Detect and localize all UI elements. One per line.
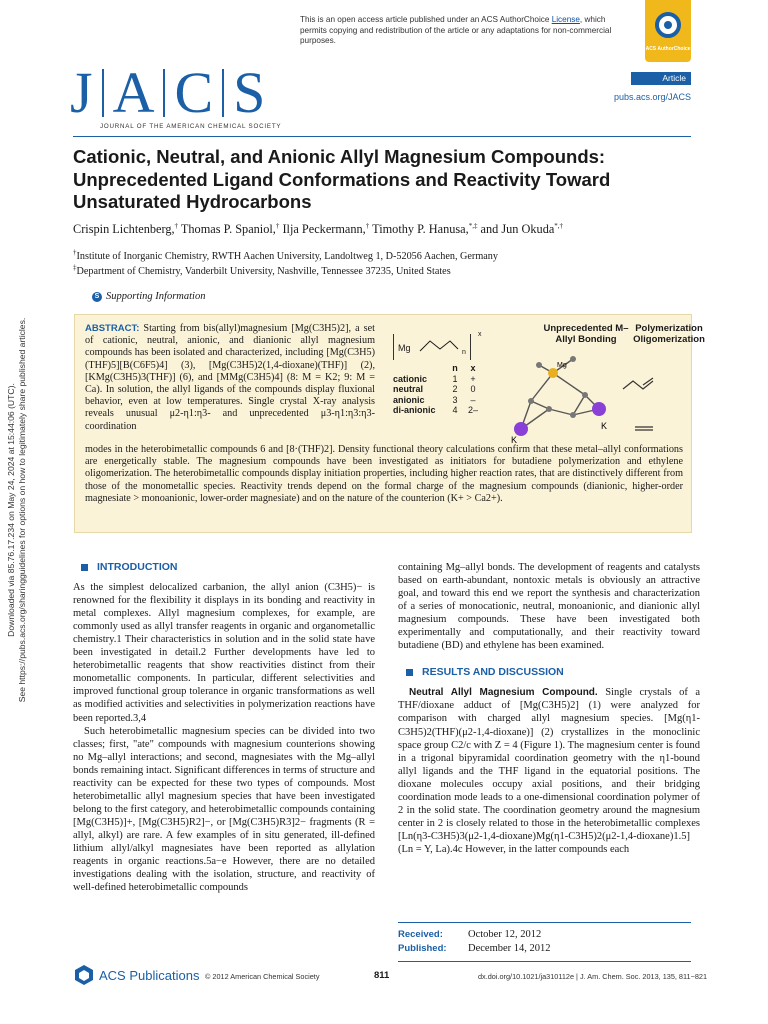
acs-publications-logo[interactable]: ACS Publications xyxy=(73,964,199,986)
toc-row: di-anionic 4 2– xyxy=(393,405,478,415)
toc-heading-bonding: Unprecedented M–Allyl Bonding xyxy=(543,323,629,345)
acs-hexagon-icon xyxy=(73,964,95,986)
left-column xyxy=(73,558,375,894)
copyright: © 2012 American Chemical Society xyxy=(205,972,320,981)
potassium-atom-icon xyxy=(514,422,528,436)
toc-charge-table: n x cationic 1 + neutral 2 0 anionic 3 – di-anionic 4 2– xyxy=(393,363,483,416)
toc-row: anionic 3 – xyxy=(393,394,476,405)
svg-text:K: K xyxy=(601,421,608,431)
results-paragraph-1: Neutral Allyl Magnesium Compound. Single crystals of a THF/dioxane adduct of [Mg(C3H5)2] (1) were analyzed for comparison with charged allyl magnesium species. [Mg(η1-C3H5)2(THF)(μ2-1,4-dioxane)] (2) crystallizes in the monoclinic space group C2/c with Z = 4 (Figure 1). The magnesium center is found in a trigonal bipyramidal coordination geometry with the η1-bound allyl ligands and the THF ligand in the equatorial positions. The dioxane molecules occupy axial positions, and their bridging coordination mode leads to a one-dimensional coordination polymer of 2 in the solid state. The coordination geometry around the magnesium center in 2 is closely related to those in the heterobimetallic complexes [Ln(η3-C3H5)3(μ2-1,4-dioxane)Mg(η1-C3H5)2(μ2-1,4-dioxane)1.5] (Ln = Y, La).4c However, in the latter compounds each xyxy=(398,687,700,855)
toc-formula: Mg n x xyxy=(393,334,471,360)
abstract-text-left: ABSTRACT: Starting from bis(allyl)magnesium [Mg(C3H5)2], a set of cationic, neutral, anionic, and dianionic allyl magnesium compounds has been isolated and characterized, including [Mg(C3H5)(THF)5][B(C6F5)4] (3), [Mg(C3H5)2(1,4-dioxane)(THF)] (2), [KMg(C3H5)3(THF)] (6), and [MMg(C3H5)4] (8: M = K2; 9: M = Ca). In solution, the allyl ligands of the compounds display fluxional behavior, even at low temperatures. Single crystal X-ray analysis reveals unusual μ2-η1:η3- and unprecedented μ3-η1:η3:η3-coordination xyxy=(85,323,375,432)
toc-row: neutral 2 0 xyxy=(393,384,476,394)
article-dates: Received: October 12, 2012 Published: December 14, 2012 xyxy=(398,922,691,962)
supporting-info-icon: S xyxy=(92,292,102,302)
results-heading: RESULTS AND DISCUSSION xyxy=(398,666,700,679)
side-note-line1: Downloaded via 85.76.17.234 on May 24, 2024 at 15:44:06 (UTC). xyxy=(6,383,16,637)
article-type-tag: Article xyxy=(631,72,691,85)
journal-url-link[interactable]: pubs.acs.org/JACS xyxy=(613,92,691,102)
author-list: Crispin Lichtenberg,† Thomas P. Spaniol,† Ilja Peckermann,† Timothy P. Hanusa,*,‡ and Jun Okuda*,† xyxy=(73,221,564,236)
toc-heading-polymerization: Polymerization Oligomerization xyxy=(633,323,705,345)
authorchoice-icon xyxy=(655,12,681,38)
acs-authorchoice-badge[interactable]: ACS AuthorChoice xyxy=(645,0,691,62)
side-note-line2: See https://pubs.acs.org/sharingguidelines for options on how to legitimately share published articles. xyxy=(17,317,27,703)
article-title: Cationic, Neutral, and Anionic Allyl Magnesium Compounds: Unprecedented Ligand Conformations and Reactivity Toward Unsaturated Hydrocarbons xyxy=(73,146,611,212)
supporting-information-link[interactable]: S Supporting Information xyxy=(92,291,205,302)
open-access-notice: This is an open access article published under an ACS AuthorChoice License, which permits copying and redistribution of the article or any adaptations for non-commercial purposes. xyxy=(300,15,612,45)
page-footer xyxy=(73,962,708,986)
ethylene-icon xyxy=(635,427,653,430)
abstract-text-full: modes in the heterobimetallic compounds 6 and [8·(THF)2]. Density functional theory calculations confirm that these metal–allyl conformations are energetically stable. The magnesium compounds have been investigated as initiators for butadiene polymerization and ethylene oligomerization. The heterobimetallic compounds display initiation properties, including higher reaction rates, that are distinctively different from those of the monometallic species. Reactivity trends depend on the formal charge of the magnesium compounds (dianionic, higher-order magnesiate > monoanionic, lower-order magnesiate) and on the nature of the counterion (K+ > Ca2+). xyxy=(85,444,683,504)
toc-graphic xyxy=(387,321,705,443)
right-column xyxy=(398,561,700,856)
butadiene-icon xyxy=(623,378,653,389)
jacs-logo: J A C S xyxy=(70,60,266,125)
potassium-atom-icon xyxy=(592,402,606,416)
allyl-ligand-icon xyxy=(418,337,462,355)
page-number: 811 xyxy=(374,970,390,981)
toc-row: cationic 1 + xyxy=(393,373,476,384)
header-rule xyxy=(73,136,691,137)
published-date: December 14, 2012 xyxy=(468,943,551,954)
svg-text:Mg: Mg xyxy=(557,362,567,369)
download-side-note xyxy=(6,300,36,720)
toc-structure-drawing xyxy=(497,351,687,443)
intro-paragraph-2: Such heterobimetallic magnesium species can be divided into two classes; first, "ate" compounds with magnesium counterions showing no Mg–allyl interactions; and second, magnesiates with the Mg–allyl bonds remaining intact. Significant differences in terms of structure and reactivity can be expected for these two types of compounds. Most heterobimetallic allyl magnesium species that have been investigated belong to the first category, and heterobimetallic compounds containing [Mg(C3H5)]+, [Mg(C3H5)R2]−, or [Mg(C3H5)R3]2− fragments (R = allyl, alkyl) are rare. A few examples of in situ generated, ill-defined lithium allyl/alkyl magnesiates have been reported as allylation reagents in organic reactions.5a−e However, there are no detailed investigations dealing with the isolation, structure, and reactivity of well-defined heterobimetallic compounds xyxy=(73,725,375,894)
introduction-heading: INTRODUCTION xyxy=(73,561,375,574)
affiliation-1: †Institute of Inorganic Chemistry, RWTH Aachen University, Landoltweg 1, D-52056 Aachen, Germany xyxy=(73,248,498,262)
mg-atom-icon xyxy=(548,368,558,378)
abstract-box xyxy=(74,314,705,533)
svg-text:K: K xyxy=(511,435,518,443)
intro-paragraph-3: containing Mg–allyl bonds. The development of reagents and catalysts based on earth-abundant, nontoxic metals is obviously an attractive goal, and toward this end we report the synthesis and characterization of a series of monocationic, neutral, monoanionic, and dianionic allyl magnesium compounds. These have been investigated both experimentally and computationally, and their reactivity toward butadiene (BD) and ethylene has been examined. xyxy=(398,562,700,652)
affiliation-2: ‡Department of Chemistry, Vanderbilt University, Nashville, Tennessee 37235, United States xyxy=(73,263,451,277)
intro-paragraph-1: As the simplest delocalized carbanion, the allyl anion (C3H5)− is renowned for the flexibility it displays in its bonding and reactivity in metal complexes. Allyl magnesium complexes, for example, are commonly used as allyl transfer reagents in organic and organometallic chemistry.1 Their characteristics in solution and in the solid state have been investigated in detail.2 Further developments have led to heterobimetallic reagents that show reactivities distinct from their monometallic components. In particular, different selectivities and improved functional group tolerance in organic transformations as well as modified activities and selectivities in polymerization reactions have been reported.3,4 xyxy=(73,582,375,724)
license-link[interactable]: License xyxy=(551,15,580,24)
doi-link[interactable]: dx.doi.org/10.1021/ja310112e | J. Am. Chem. Soc. 2013, 135, 811−821 xyxy=(478,972,708,981)
journal-subtitle: JOURNAL OF THE AMERICAN CHEMICAL SOCIETY xyxy=(100,123,282,130)
received-date: October 12, 2012 xyxy=(468,929,542,940)
